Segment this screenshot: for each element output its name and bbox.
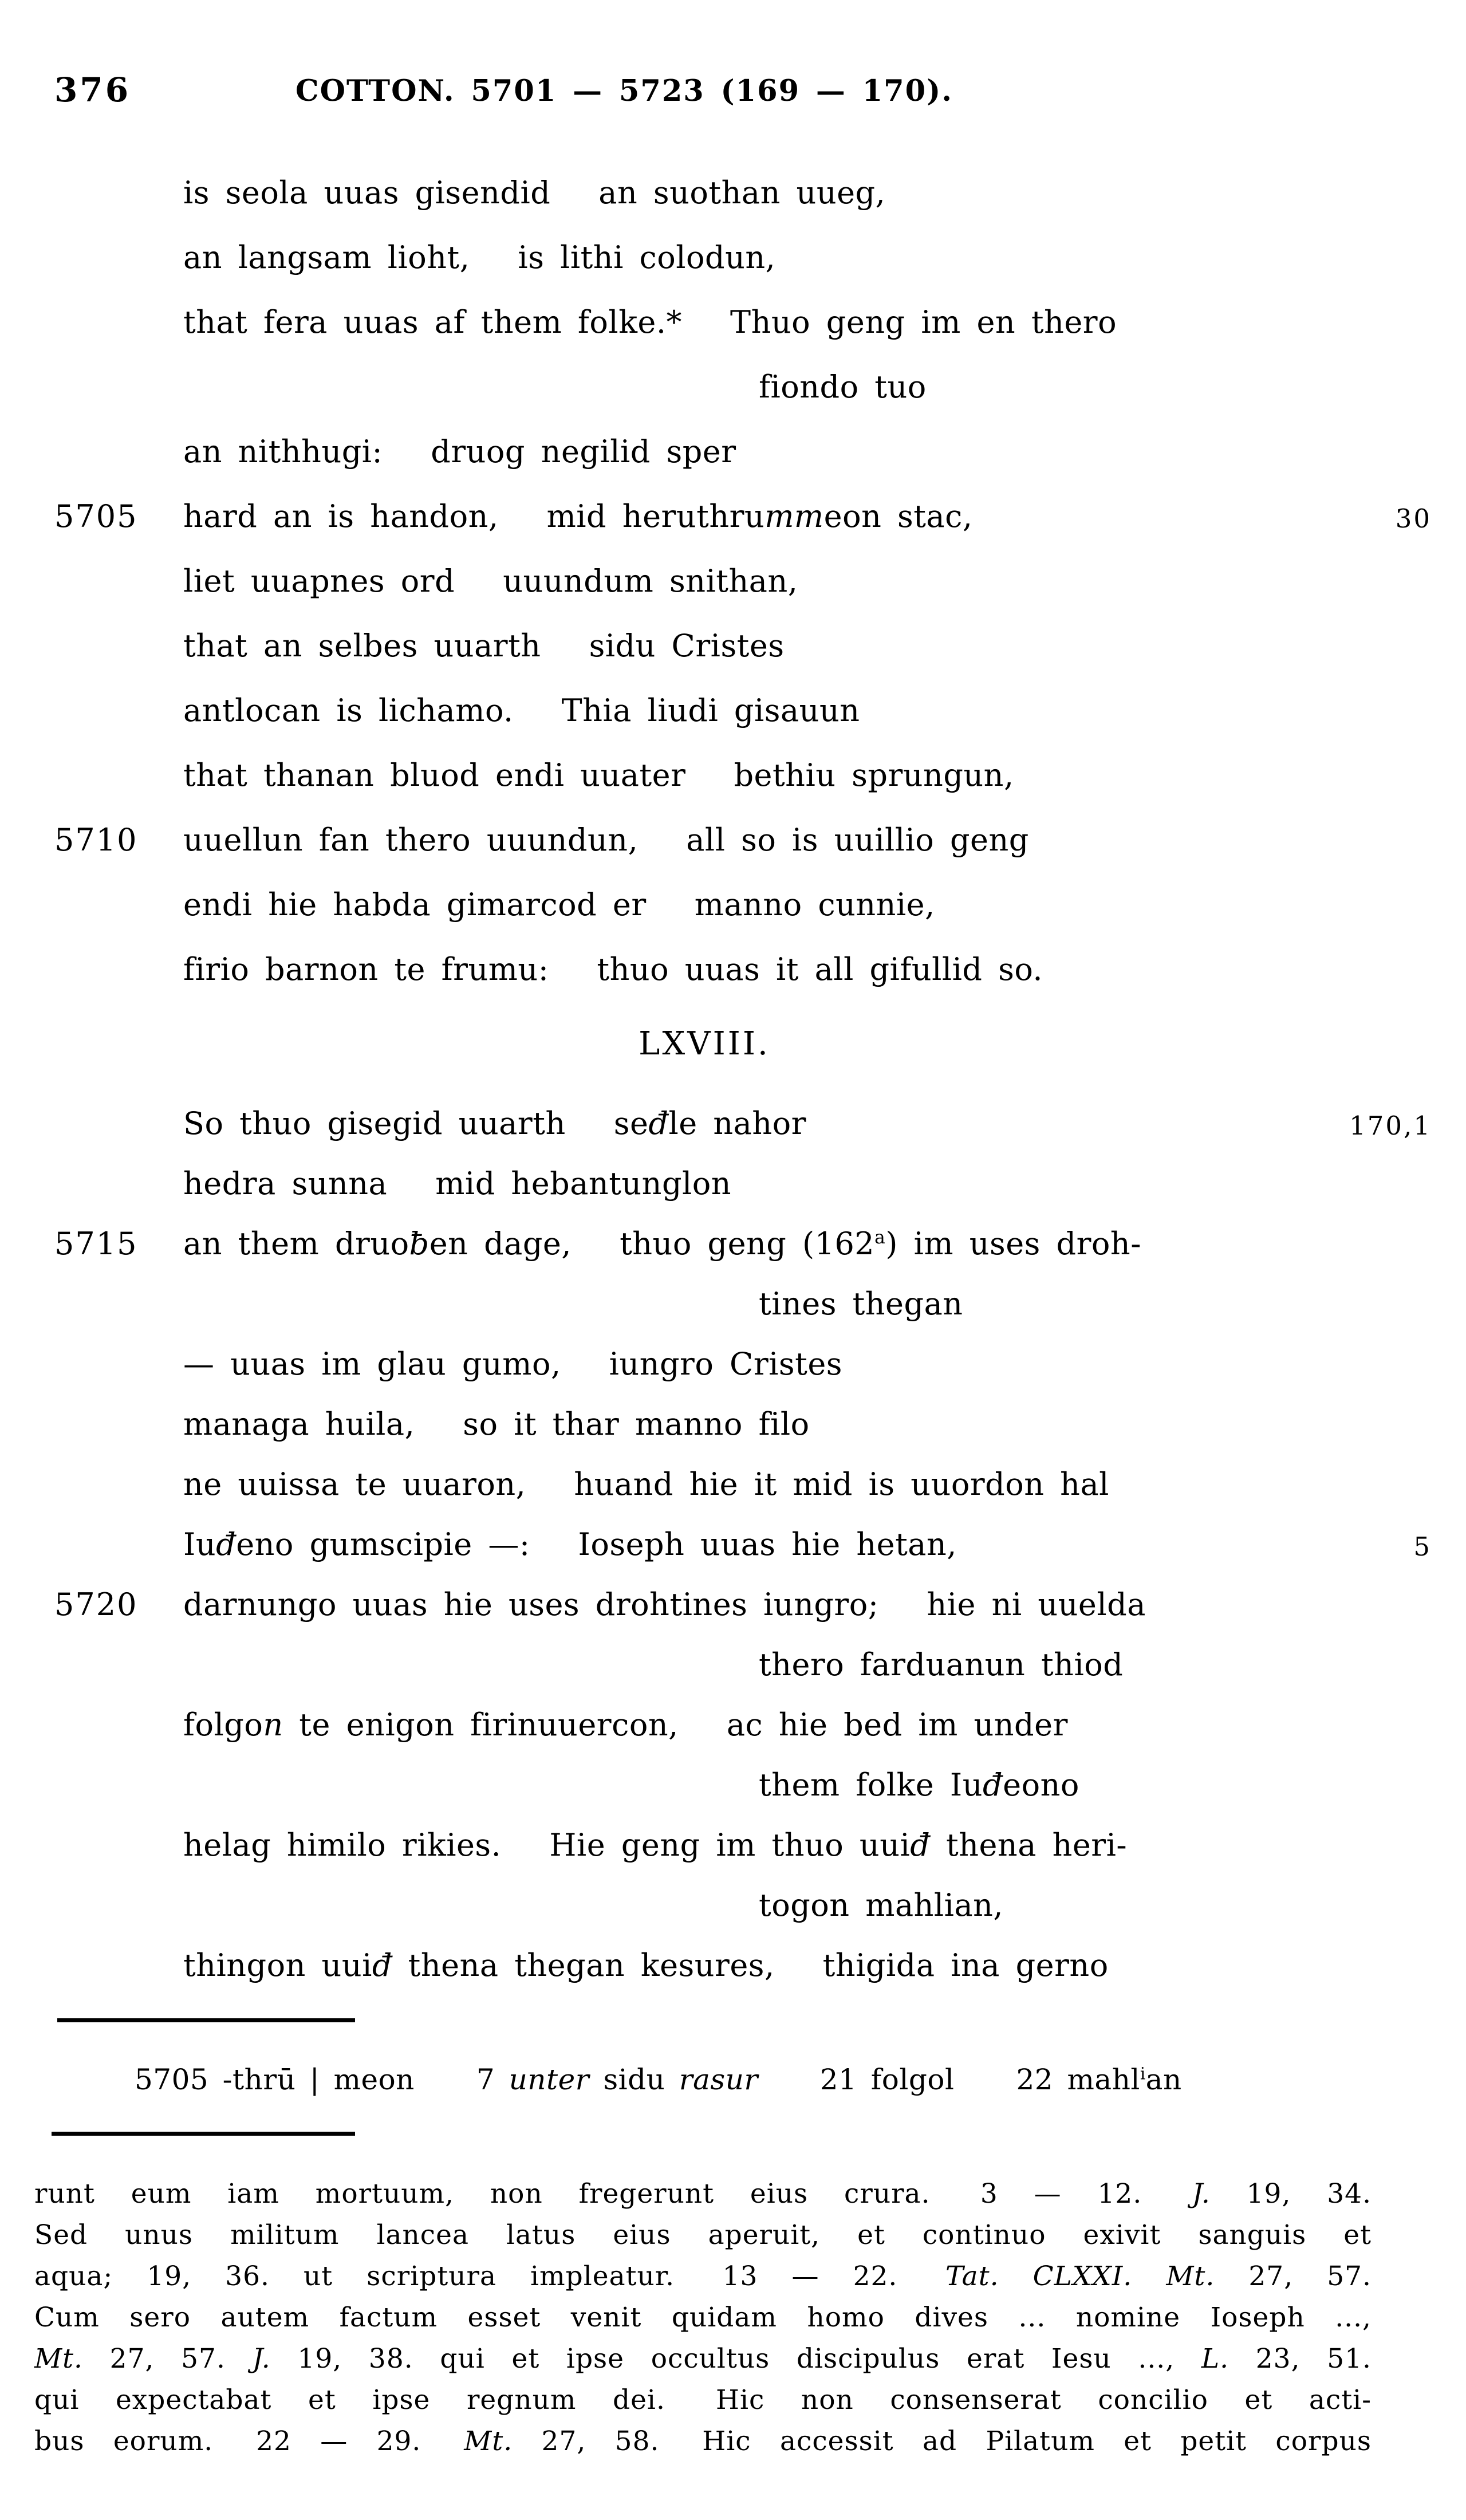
- text-run: Cum sero autem factum esset venit quidam homo dives ... nomine Ioseph ...,: [34, 2302, 1372, 2333]
- verse-text: [183, 1226, 1141, 1262]
- text-run: hie ni uuelda: [927, 1586, 1146, 1623]
- emphasized-text: ƀ: [409, 1226, 429, 1262]
- text-run: managa huila,: [183, 1406, 415, 1442]
- text-run: — uuas im glau gumo,: [183, 1346, 561, 1382]
- emphasized-text: Mt.: [464, 2426, 513, 2457]
- caesura-gap: [638, 825, 686, 856]
- text-run: so it thar manno filo: [463, 1406, 810, 1442]
- verse-line: [0, 239, 1466, 284]
- emphasized-text: n: [263, 1707, 283, 1743]
- verse-line: [0, 1168, 1466, 1210]
- verse-line: [0, 1228, 1466, 1270]
- text-run: uuellun fan thero uuundun,: [183, 822, 639, 858]
- verse-line: [0, 1105, 1466, 1149]
- text-run: runt eum iam mortuum, non fregerunt eius crura. 3 — 12.: [34, 2178, 1192, 2210]
- verse-line: [0, 889, 1466, 931]
- text-run: Iu: [183, 1526, 216, 1562]
- caesura-gap: [455, 566, 503, 597]
- verse-text: [183, 1166, 732, 1202]
- text-run: druog negilid sper: [431, 434, 736, 470]
- verse-line: [0, 951, 1466, 995]
- footnote-separator-rule: [52, 2132, 355, 2136]
- caesura-gap: [541, 631, 589, 662]
- text-run: thena heri-: [930, 1827, 1128, 1863]
- critical-apparatus-line: [135, 2065, 1423, 2094]
- text-run: fiondo tuo: [759, 369, 927, 405]
- footnote-line: [34, 2220, 1372, 2255]
- superscript: a: [874, 1227, 886, 1248]
- caesura-gap: [499, 501, 547, 532]
- text-run: togon mahlian,: [759, 1887, 1004, 1923]
- text-run: eon stac,: [823, 498, 973, 534]
- text-run: Sed unus militum lancea latus eius aperuit, et continuo exivit sanguis et: [34, 2219, 1372, 2251]
- text-run: 7: [476, 2063, 509, 2096]
- text-run: thingon uui: [183, 1947, 372, 1983]
- verse-line: [0, 1526, 1466, 1570]
- emphasized-text: mm: [764, 498, 824, 534]
- verse-line: [0, 1827, 1466, 1871]
- apparatus-entry: [1016, 2063, 1181, 2096]
- margin-line-number: 30: [1395, 503, 1432, 534]
- text-run: hedra sunna: [183, 1166, 388, 1202]
- text-run: 5705 -thrū | meon: [135, 2063, 415, 2096]
- verse-text: [183, 822, 1029, 858]
- caesura-gap: [501, 1830, 549, 1861]
- verse-text: [183, 1947, 1109, 1983]
- emphasized-text: unter: [509, 2063, 590, 2096]
- caesura-gap: [514, 695, 562, 726]
- text-run: en dage,: [429, 1226, 572, 1262]
- text-run: 27, 57.: [82, 2343, 253, 2375]
- text-run: ) im uses droh-: [885, 1226, 1141, 1262]
- verse-line: [0, 1649, 1466, 1691]
- verse-text: [183, 757, 1014, 793]
- text-run: 27, 58. Hic accessit ad Pilatum et petit corpus: [513, 2426, 1372, 2457]
- text-run: helag himilo rikies.: [183, 1827, 502, 1863]
- text-run: is lithi colodun,: [518, 239, 776, 275]
- text-run: So thuo gisegid uuarth: [183, 1105, 566, 1141]
- emphasized-text: Tat. CLXXI.: [945, 2261, 1133, 2292]
- text-run: [1132, 2261, 1166, 2292]
- text-run: le nahor: [668, 1105, 806, 1141]
- text-run: 23, 51.: [1229, 2343, 1372, 2375]
- verse-line: [0, 175, 1466, 219]
- text-run: eono: [1003, 1767, 1079, 1803]
- caesura-gap: [682, 307, 730, 338]
- verse-line: [0, 304, 1466, 348]
- verse-line: [0, 1586, 1466, 1631]
- verse-line: [0, 563, 1466, 607]
- text-run: endi hie habda gimarcod er: [183, 887, 647, 923]
- text-run: thena thegan kesures,: [392, 1947, 775, 1983]
- text-run: 21 folgol: [819, 2063, 955, 2096]
- verse-text: [183, 1586, 1146, 1623]
- text-run: bus eorum. 22 — 29.: [34, 2426, 464, 2457]
- text-run: Thuo geng im en thero: [730, 304, 1117, 340]
- emphasized-text: đ: [983, 1767, 1003, 1803]
- emphasized-text: Mt.: [1166, 2261, 1215, 2292]
- text-run: thuo uuas it all gifullid so.: [597, 951, 1043, 987]
- verse-text: [183, 1406, 810, 1442]
- text-run: thero farduanun thiod: [759, 1647, 1124, 1683]
- text-run: te enigon firinuuercon,: [283, 1707, 679, 1743]
- text-run: that fera uuas af them folke.*: [183, 304, 683, 340]
- verse-text: [183, 1346, 843, 1382]
- footnote-line: [34, 2344, 1372, 2379]
- text-run: eno gumscipie —:: [236, 1526, 530, 1562]
- verse-text: [183, 887, 935, 923]
- text-run: firio barnon te frumu:: [183, 951, 549, 987]
- text-run: se: [613, 1105, 649, 1141]
- verse-text: [759, 1647, 1124, 1683]
- footnote-line: [34, 2427, 1372, 2461]
- footnote-line: [34, 2385, 1372, 2420]
- verse-line: [0, 1887, 1466, 1931]
- text-run: thigida ina gerno: [822, 1947, 1109, 1983]
- verse-line: [0, 1286, 1466, 1330]
- text-run: that thanan bluod endi uuater: [183, 757, 686, 793]
- verse-line: [0, 436, 1466, 478]
- text-run: an langsam lioht,: [183, 239, 470, 275]
- verse-text: [183, 175, 886, 211]
- caesura-gap: [526, 1469, 574, 1500]
- emphasized-text: rasur: [679, 2063, 758, 2096]
- verse-text: [183, 434, 736, 470]
- caesura-gap: [387, 1168, 435, 1199]
- caesura-gap: [561, 1349, 609, 1380]
- verse-text: [183, 951, 1043, 987]
- verse-text: [183, 304, 1117, 340]
- emphasized-text: Mt.: [34, 2343, 83, 2375]
- text-run: 19, 34.: [1210, 2178, 1372, 2210]
- apparatus-separator-rule: [57, 2018, 355, 2022]
- verse-text: [183, 1827, 1128, 1863]
- verse-text: [183, 498, 973, 534]
- apparatus-entry: [820, 2063, 955, 2096]
- text-run: an suothan uueg,: [598, 175, 886, 211]
- text-run: 27, 57.: [1215, 2261, 1372, 2292]
- verse-line: [0, 1346, 1466, 1390]
- verse-text: [183, 563, 798, 599]
- footnote-line: [34, 2303, 1372, 2337]
- text-run: an them druo: [183, 1226, 409, 1262]
- verse-text: [183, 239, 776, 275]
- caesura-gap: [415, 1409, 463, 1440]
- verse-line: [0, 369, 1466, 413]
- text-run: mid heruthru: [546, 498, 765, 534]
- verse-line-number: 5710: [54, 822, 138, 858]
- running-head: COTTON. 5701 — 5723 (169 — 170).: [295, 74, 953, 108]
- text-run: hard an is handon,: [183, 498, 499, 534]
- caesura-gap: [383, 436, 431, 467]
- text-run: mid hebantunglon: [435, 1166, 732, 1202]
- verse-line: [0, 1406, 1466, 1450]
- text-run: Ioseph uuas hie hetan,: [578, 1526, 957, 1562]
- verse-line: [0, 1707, 1466, 1751]
- text-run: folgo: [183, 1707, 263, 1743]
- text-run: Hie geng im thuo uui: [549, 1827, 911, 1863]
- emphasized-text: J.: [1192, 2178, 1211, 2210]
- caesura-gap: [647, 889, 695, 920]
- text-run: Thia liudi gisauun: [561, 692, 860, 729]
- verse-text: [183, 1105, 806, 1141]
- emphasized-text: đ: [372, 1947, 392, 1983]
- emphasized-text: đ: [216, 1526, 237, 1562]
- verse-text: [759, 1887, 1004, 1923]
- text-run: iungro Cristes: [609, 1346, 843, 1382]
- verse-line: [0, 822, 1466, 866]
- caesura-gap: [550, 178, 598, 208]
- text-run: liet uuapnes ord: [183, 563, 455, 599]
- caesura-gap: [470, 242, 518, 273]
- page-number: 376: [54, 70, 131, 109]
- verse-text: [183, 1707, 1068, 1743]
- caesura-gap: [775, 1950, 823, 1981]
- caesura-gap: [549, 954, 597, 985]
- verse-line: [0, 1466, 1466, 1510]
- text-run: 22 mahl: [1016, 2063, 1140, 2096]
- text-run: ac hie bed im under: [726, 1707, 1068, 1743]
- text-run: an: [1145, 2063, 1182, 2096]
- verse-line: [0, 1947, 1466, 1991]
- text-run: them folke Iu: [759, 1767, 983, 1803]
- footnote-line: [34, 2262, 1372, 2296]
- verse-line-number: 5715: [54, 1226, 138, 1262]
- text-run: uuundum snithan,: [503, 563, 798, 599]
- text-run: huand hie it mid is uuordon hal: [574, 1466, 1109, 1502]
- caesura-gap: [566, 1108, 614, 1139]
- text-run: that an selbes uuarth: [183, 628, 541, 664]
- verse-line-number: 5705: [54, 498, 138, 534]
- text-run: bethiu sprungun,: [734, 757, 1014, 793]
- verse-text: [759, 369, 927, 405]
- text-run: all so is uuillio geng: [686, 822, 1029, 858]
- verse-line: [0, 692, 1466, 737]
- text-run: sidu: [589, 2063, 679, 2096]
- verse-line: [0, 1767, 1466, 1811]
- text-run: ne uuissa te uuaron,: [183, 1466, 526, 1502]
- margin-line-number: 170,1: [1349, 1111, 1432, 1141]
- emphasized-text: J.: [252, 2343, 271, 2375]
- verse-text: [183, 1526, 957, 1562]
- verse-line-number: 5720: [54, 1586, 138, 1623]
- text-run: an nithhugi:: [183, 434, 383, 470]
- caesura-gap: [878, 1589, 927, 1620]
- apparatus-entry: [135, 2063, 415, 2096]
- text-run: sidu Cristes: [589, 628, 785, 664]
- text-run: thuo geng (162: [620, 1226, 875, 1262]
- apparatus-entry: [476, 2063, 758, 2096]
- verse-text: [183, 692, 860, 729]
- emphasized-text: đ: [648, 1105, 669, 1141]
- text-run: is seola uuas gisendid: [183, 175, 551, 211]
- verse-text: [183, 628, 785, 664]
- margin-line-number: 5: [1413, 1531, 1432, 1562]
- verse-text: [759, 1767, 1079, 1803]
- text-run: antlocan is lichamo.: [183, 692, 514, 729]
- caesura-gap: [572, 1228, 620, 1259]
- verse-text: [183, 1466, 1109, 1502]
- text-run: manno cunnie,: [694, 887, 935, 923]
- caesura-gap: [685, 760, 734, 791]
- verse-line: [0, 628, 1466, 672]
- caesura-gap: [679, 1710, 727, 1741]
- footnote-line: [34, 2179, 1372, 2214]
- emphasized-text: đ: [910, 1827, 931, 1863]
- emphasized-text: L.: [1201, 2343, 1229, 2375]
- text-run: 19, 38. qui et ipse occultus discipulus erat Iesu ...,: [270, 2343, 1201, 2375]
- verse-text: [759, 1286, 963, 1322]
- caesura-gap: [530, 1529, 578, 1560]
- text-run: tines thegan: [759, 1286, 963, 1322]
- text-run: darnungo uuas hie uses drohtines iungro;: [183, 1586, 879, 1623]
- text-run: aqua; 19, 36. ut scriptura impleatur. 13 — 22.: [34, 2261, 945, 2292]
- text-run: qui expectabat et ipse regnum dei. Hic non consenserat concilio et acti-: [34, 2384, 1372, 2416]
- superscript: i: [1140, 2064, 1146, 2084]
- verse-line: [0, 757, 1466, 801]
- verse-line: [0, 498, 1466, 542]
- section-heading: LXVIII.: [639, 1025, 770, 1062]
